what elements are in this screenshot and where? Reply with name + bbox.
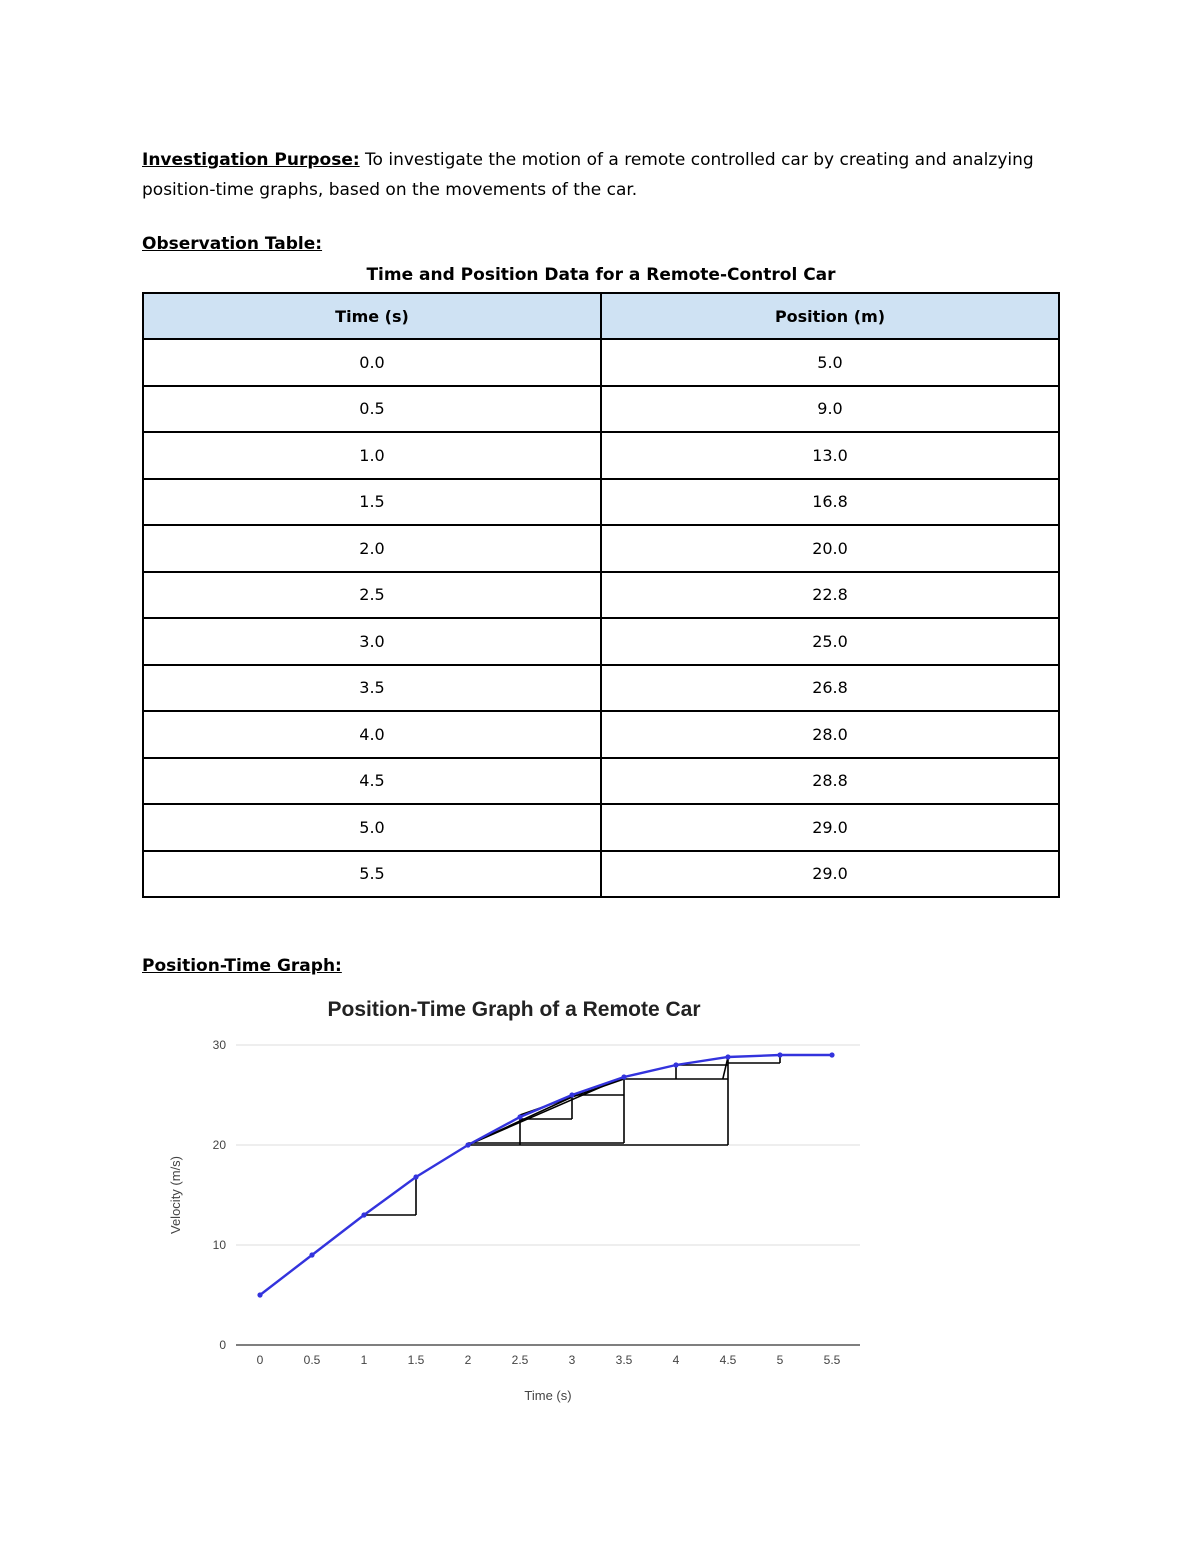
time-cell: 4.0 <box>143 711 601 758</box>
x-tick-label: 4 <box>672 1353 680 1367</box>
table-row <box>143 386 1059 433</box>
data-point <box>413 1174 418 1179</box>
position-cell: 28.8 <box>601 758 1059 805</box>
position-cell: 22.8 <box>601 572 1059 619</box>
chart-title: Position-Time Graph of a Remote Car <box>327 998 701 1021</box>
x-tick-label: 4.5 <box>719 1353 737 1367</box>
position-cell: 26.8 <box>601 665 1059 712</box>
time-cell: 2.0 <box>143 525 601 572</box>
x-tick-label: 2.5 <box>511 1353 529 1367</box>
table-row <box>143 804 1059 851</box>
position-cell: 5.0 <box>601 339 1059 386</box>
x-axis-label: Time (s) <box>524 1388 572 1403</box>
time-cell: 4.5 <box>143 758 601 805</box>
data-point <box>465 1142 470 1147</box>
x-tick-label: 5.5 <box>823 1353 841 1367</box>
table-row <box>143 758 1059 805</box>
table-row <box>143 339 1059 386</box>
x-tick-label: 2 <box>464 1353 472 1367</box>
time-cell: 3.0 <box>143 618 601 665</box>
purpose-paragraph <box>142 145 1062 205</box>
y-axis-label: Velocity (m/s) <box>168 1155 183 1235</box>
position-cell: 13.0 <box>601 432 1059 479</box>
position-cell: 29.0 <box>601 804 1059 851</box>
position-column-header: Position (m) <box>601 293 1059 339</box>
data-point <box>829 1052 834 1057</box>
x-tick-label: 0 <box>256 1353 264 1367</box>
y-tick-label: 10 <box>212 1238 226 1252</box>
table-row <box>143 525 1059 572</box>
position-cell: 28.0 <box>601 711 1059 758</box>
observation-heading: Observation Table: <box>142 234 323 254</box>
position-cell: 16.8 <box>601 479 1059 526</box>
data-point <box>673 1062 678 1067</box>
data-point <box>309 1252 314 1257</box>
x-tick-label: 3 <box>568 1353 576 1367</box>
position-cell: 29.0 <box>601 851 1059 898</box>
position-cell: 9.0 <box>601 386 1059 433</box>
data-point <box>361 1212 366 1217</box>
time-cell: 0.5 <box>143 386 601 433</box>
x-tick-label: 3.5 <box>615 1353 633 1367</box>
table-row <box>143 479 1059 526</box>
table-row <box>143 618 1059 665</box>
purpose-text: To investigate the motion of a remote controlled car by creating and analzying position-time graphs, based on the movements of the car. <box>142 150 1034 200</box>
data-point <box>621 1074 626 1079</box>
x-tick-label: 1.5 <box>407 1353 425 1367</box>
data-point <box>569 1092 574 1097</box>
time-cell: 3.5 <box>143 665 601 712</box>
table-row <box>143 572 1059 619</box>
y-tick-label: 0 <box>219 1338 226 1352</box>
data-point <box>257 1292 262 1297</box>
position-cell: 25.0 <box>601 618 1059 665</box>
time-cell: 5.0 <box>143 804 601 851</box>
x-tick-label: 0.5 <box>303 1353 321 1367</box>
data-point <box>517 1114 522 1119</box>
table-body <box>143 339 1059 897</box>
x-tick-label: 5 <box>776 1353 784 1367</box>
time-cell: 1.0 <box>143 432 601 479</box>
time-cell: 1.5 <box>143 479 601 526</box>
data-point <box>725 1054 730 1059</box>
y-tick-label: 30 <box>212 1038 226 1052</box>
data-point <box>777 1052 782 1057</box>
table-caption: Time and Position Data for a Remote-Control Car <box>366 265 836 285</box>
series-line <box>260 1055 832 1295</box>
time-cell: 0.0 <box>143 339 601 386</box>
table-row <box>143 711 1059 758</box>
position-cell: 20.0 <box>601 525 1059 572</box>
table-header-row <box>143 293 1059 339</box>
position-time-chart <box>160 990 880 1410</box>
time-cell: 2.5 <box>143 572 601 619</box>
time-column-header: Time (s) <box>143 293 601 339</box>
table-row <box>143 665 1059 712</box>
purpose-label: Investigation Purpose: <box>142 150 360 170</box>
y-tick-label: 20 <box>212 1138 226 1152</box>
time-cell: 5.5 <box>143 851 601 898</box>
x-tick-label: 1 <box>360 1353 368 1367</box>
table-row <box>143 851 1059 898</box>
graph-heading: Position-Time Graph: <box>142 956 342 976</box>
observation-table <box>142 292 1060 898</box>
table-row <box>143 432 1059 479</box>
